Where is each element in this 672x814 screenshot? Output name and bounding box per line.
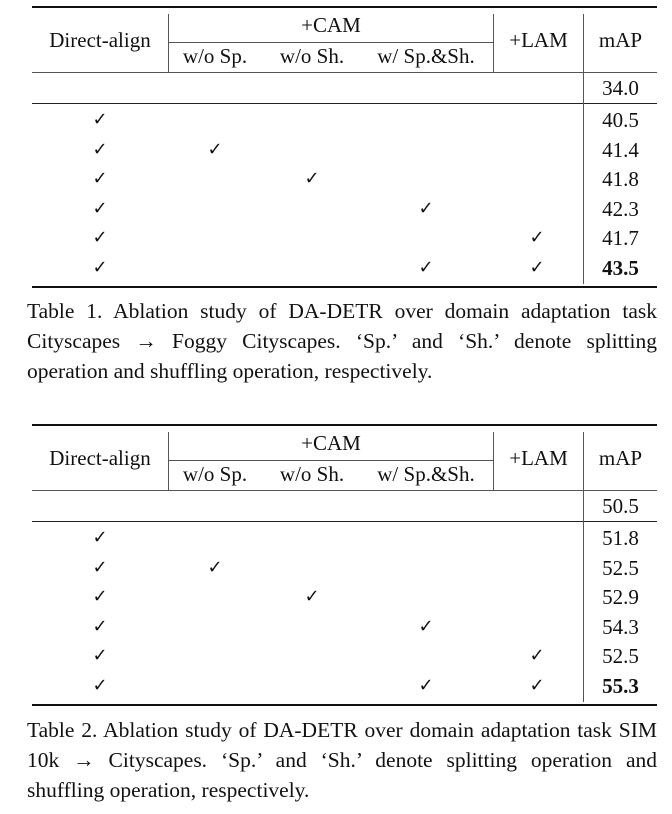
header-lam: +LAM bbox=[509, 446, 568, 470]
check-icon: ✓ bbox=[92, 197, 108, 219]
check-icon: ✓ bbox=[418, 197, 434, 219]
check-icon: ✓ bbox=[418, 615, 434, 637]
baseline-rule bbox=[32, 103, 657, 104]
map-value: 40.5 bbox=[602, 108, 639, 132]
table-row bbox=[32, 106, 657, 134]
map-value: 41.8 bbox=[602, 167, 639, 192]
ablation-table-2 bbox=[32, 424, 657, 708]
table-row bbox=[32, 672, 657, 700]
check-icon: ✓ bbox=[92, 109, 108, 130]
map-value: 43.5 bbox=[602, 256, 639, 280]
header-direct-align: Direct-align bbox=[49, 446, 151, 470]
check-icon: ✓ bbox=[207, 138, 223, 160]
header-cam-sub-wo-sp: w/o Sp. bbox=[182, 44, 248, 68]
map-value: 54.3 bbox=[602, 614, 639, 639]
check-icon: ✓ bbox=[529, 675, 545, 696]
check-icon: ✓ bbox=[92, 138, 108, 160]
check-icon: ✓ bbox=[304, 168, 320, 190]
table-caption-1: Table 1. Ablation study of DA-DETR over domain adaptation task Cityscapes → Foggy Cityscapes. ‘Sp.’ and ‘Sh.’ denote splitting operation and shuffling operation, respectively. bbox=[27, 299, 657, 383]
check-icon: ✓ bbox=[304, 586, 320, 608]
table-row bbox=[32, 165, 657, 193]
check-icon: ✓ bbox=[92, 527, 108, 548]
header-cam: +CAM bbox=[301, 13, 361, 37]
top-rule bbox=[32, 6, 657, 8]
bottom-rule bbox=[32, 704, 657, 706]
map-value: 52.5 bbox=[602, 644, 639, 669]
map-value: 52.9 bbox=[602, 585, 639, 610]
top-rule bbox=[32, 424, 657, 426]
header-cam-sub-wo-sh: w/o Sh. bbox=[279, 44, 345, 68]
table-row bbox=[32, 524, 657, 552]
header-cam-sub-wo-sh: w/o Sh. bbox=[279, 462, 345, 486]
check-icon: ✓ bbox=[92, 675, 108, 696]
table-row bbox=[32, 642, 657, 670]
check-icon: ✓ bbox=[92, 556, 108, 578]
map-value: 42.3 bbox=[602, 196, 639, 221]
header-map: mAP bbox=[598, 446, 643, 470]
table-row bbox=[32, 583, 657, 611]
check-icon: ✓ bbox=[418, 257, 434, 278]
table-row bbox=[32, 254, 657, 282]
check-icon: ✓ bbox=[529, 257, 545, 278]
table-row bbox=[32, 554, 657, 582]
table-caption-2: Table 2. Ablation study of DA-DETR over domain adaptation task SIM 10k → Cityscapes. ‘Sp.’ and ‘Sh.’ denote splitting operation and shuffling operation, respectively. bbox=[27, 718, 657, 802]
header-cam-sub-wo-sp: w/o Sp. bbox=[182, 462, 248, 486]
ablation-table-1 bbox=[32, 6, 657, 290]
check-icon: ✓ bbox=[92, 645, 108, 667]
check-icon: ✓ bbox=[92, 615, 108, 637]
check-icon: ✓ bbox=[92, 586, 108, 608]
cam-subheader-rule bbox=[169, 42, 493, 43]
header-rule bbox=[32, 72, 657, 73]
table-row bbox=[32, 136, 657, 164]
check-icon: ✓ bbox=[529, 227, 545, 249]
map-value: 51.8 bbox=[602, 526, 639, 550]
map-value: 52.5 bbox=[602, 555, 639, 580]
baseline-rule bbox=[32, 521, 657, 522]
table-row bbox=[32, 195, 657, 223]
baseline-map-value: 50.5 bbox=[602, 494, 639, 518]
check-icon: ✓ bbox=[92, 257, 108, 278]
header-direct-align: Direct-align bbox=[49, 28, 151, 52]
check-icon: ✓ bbox=[207, 556, 223, 578]
map-value: 55.3 bbox=[602, 674, 639, 698]
check-icon: ✓ bbox=[418, 675, 434, 696]
map-value: 41.4 bbox=[602, 137, 639, 162]
header-map: mAP bbox=[598, 28, 643, 52]
header-cam-sub-w-spsh: w/ Sp.&Sh. bbox=[377, 462, 475, 486]
check-icon: ✓ bbox=[92, 168, 108, 190]
header-rule bbox=[32, 490, 657, 491]
bottom-rule bbox=[32, 286, 657, 288]
table-row bbox=[32, 613, 657, 641]
header-lam: +LAM bbox=[509, 28, 568, 52]
baseline-map-value: 34.0 bbox=[602, 76, 639, 100]
cam-subheader-rule bbox=[169, 460, 493, 461]
header-cam: +CAM bbox=[301, 431, 361, 455]
map-value: 41.7 bbox=[602, 226, 639, 251]
check-icon: ✓ bbox=[529, 645, 545, 667]
table-row bbox=[32, 224, 657, 252]
check-icon: ✓ bbox=[92, 227, 108, 249]
header-cam-sub-w-spsh: w/ Sp.&Sh. bbox=[377, 44, 475, 68]
